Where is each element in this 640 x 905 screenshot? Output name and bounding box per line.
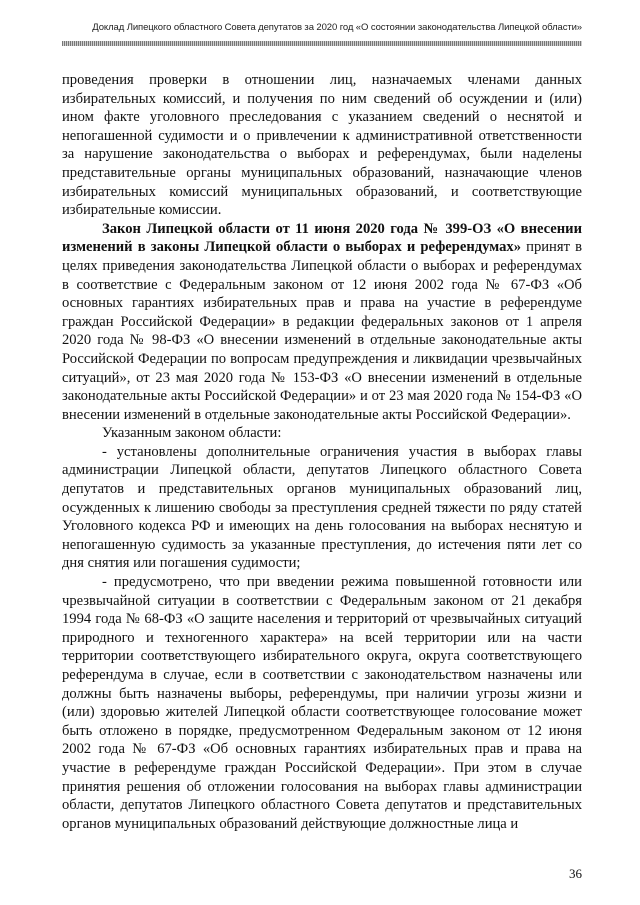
paragraph-2-text: принят в целях приведения законодательства Липецкой области о выборах и референдумах в соответствие с Федеральным законом от 12 июня 2002 года № 67-ФЗ «Об основных гарантиях избирательных прав и права на участие в референдуме граждан Российской Федерации» в редакции федеральных законов от 1 апреля 2020 года № 98-ФЗ «О внесении изменений в отдельные законодательные акты Российской Федерации по вопросам предупреждения и ликвидации чрезвычайных ситуаций», от 23 мая 2020 года № 153-ФЗ «О внесении изменений в отдельные законодательные акты Российской Федерации» и от 23 мая 2020 года № 154-ФЗ «О внесении изменений в отдельные законодательные акты Российской Федерации». xyxy=(62,239,582,423)
paragraph-5-text: - предусмотрено, что при введении режима повышенной готовности или чрезвычайной ситуации в соответствии с Федеральным законом от 21 декабря 1994 года № 68-ФЗ «О защите населения и территорий от чрезвычайных ситуаций природного и техногенного характера» на всей территории или на части территории соответствующего избирательного округа, округа соответствующего референдума в случае, если в соответствии с законодательством назначены или должны быть назначены выборы, референдумы, при наличии угрозы жизни и (или) здоровью жителей Липецкой области соответствующее голосование может быть отложено в порядке, предусмотренном Федеральным законом от 12 июня 2002 года № 67-ФЗ «Об основных гарантиях избирательных прав и права на участие в референдуме граждан Российской Федерации». При этом в случае принятия решения об отложении голосования на выборах главы администрации области, депутатов Липецкого областного Совета депутатов и представительных органов муниципальных образований действующие должностные лица и xyxy=(62,574,582,832)
paragraph-4-text: - установлены дополнительные ограничения участия в выборах главы администрации Липецкой области, депутатов Липецкого областного Совета депутатов и представительных органов муниципальных образований лиц, осужденных к лишению свободы за преступления средней тяжести по ряду статей Уголовного кодекса РФ и имеющих на день голосования на выборах неснятую и непогашенную судимость за указанные преступления, до истечения пяти лет со дня снятия или погашения судимости; xyxy=(62,443,582,572)
paragraph-4 xyxy=(62,443,582,573)
paragraph-3-text: Указанным законом области: xyxy=(102,425,282,442)
running-header: Доклад Липецкого областного Совета депутатов за 2020 год «О состоянии законодательства Липецкой области» xyxy=(92,22,582,33)
header-rule xyxy=(62,41,582,46)
paragraph-2 xyxy=(62,220,582,425)
body-text xyxy=(62,71,582,833)
page-number: 36 xyxy=(569,866,582,881)
paragraph-1 xyxy=(62,71,582,220)
paragraph-3 xyxy=(62,424,582,443)
law-title: Закон Липецкой области от 11 июня 2020 года № 399-ОЗ «О внесении изменений в законы Липецкой области о выборах и референдумах» xyxy=(62,220,582,256)
paragraph-1-text: проведения проверки в отношении лиц, назначаемых членами данных избирательных комиссий, и получения по ним сведений об осуждении и (или) ином факте уголовного преследования с указанием сведений о неснятой и непогашенной судимости и о привлечении к административной ответственности за нарушение законодательства о выборах и референдумах, были наделены представительные органы муниципальных образований, назначающие членов избирательных комиссий муниципальных образований, и соответствующие избирательные комиссии. xyxy=(62,72,582,219)
paragraph-5 xyxy=(62,573,582,833)
